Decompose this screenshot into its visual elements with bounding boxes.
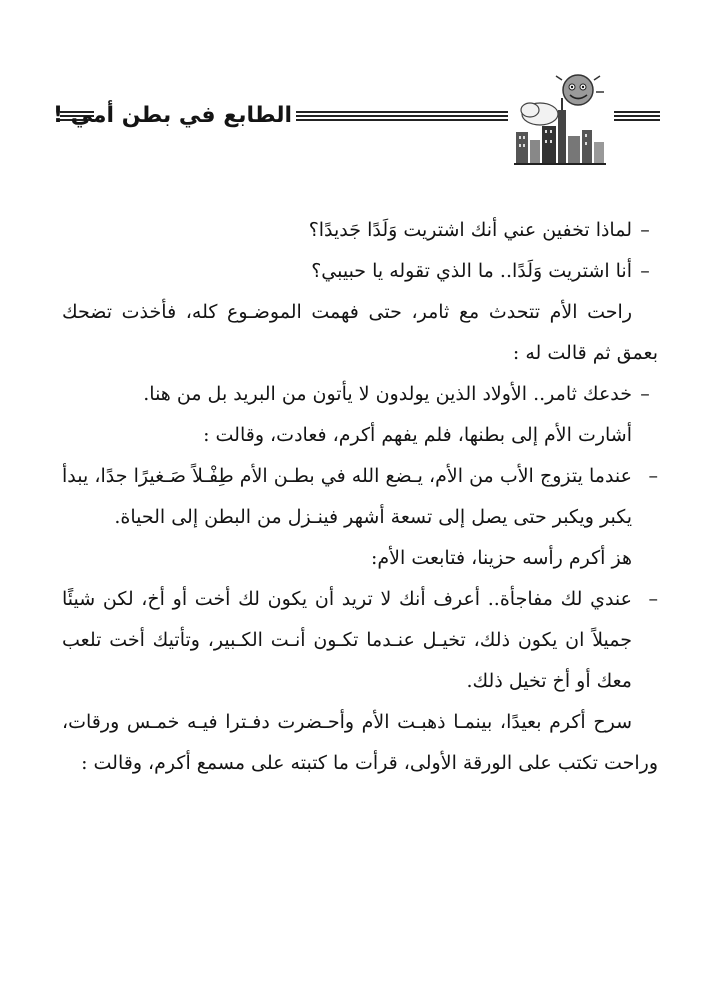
dialogue-line: –لماذا تخفين عني أنك اشتريت وَلَدًا جَديدًا؟	[308, 219, 650, 241]
paragraph-text: عندي لك مفاجأة.. أعرف أنك لا تريد أن يكون لك أخت أو أخ، لكن شيئًا جميلاً ان يكون ذلك، تخيـل عنـدما تكـون أنـت الكـبير، وتأتيك أخت تلعب معك أو أخ تخيل ذلك.	[62, 588, 632, 692]
paragraph-text: عندما يتزوج الأب من الأم، يـضع الله في بطـن الأم طِفْـلاً صَـغيرًا جدًا، يبدأ يكبر ويكبر حتى يصل إلى تسعة أشهر فينـزل من البطن إلى الحياة.	[62, 465, 632, 528]
city-sun-cartoon-icon	[510, 70, 610, 166]
decorative-rule-middle	[296, 111, 508, 121]
narration-paragraph: هز أكرم رأسه حزينا، فتابعت الأم:	[371, 547, 632, 569]
narration-paragraph: راحت الأم تتحدث مع ثامر، حتى فهمت الموضـوع كله، فأخذت تضحك بعمق ثم قالت له :	[62, 301, 658, 364]
page-header	[52, 70, 660, 166]
paragraph-text: لماذا تخفين عني أنك اشتريت وَلَدًا جَديدًا؟	[308, 219, 632, 241]
dialogue-line: –أنا اشتريت وَلَدًا.. ما الذي تقوله يا حبيبي؟	[311, 260, 650, 282]
decorative-rule-right	[614, 111, 660, 121]
dialogue-line: –عندي لك مفاجأة.. أعرف أنك لا تريد أن يكون لك أخت أو أخ، لكن شيئًا جميلاً ان يكون ذلك، تخيـل عنـدما تكـون أنـت الكـبير، وتأتيك أخت تلعب معك أو أخ تخيل ذلك.	[62, 588, 658, 692]
cartoon-logo-icon	[510, 70, 610, 166]
narration-paragraph: سرح أكرم بعيدًا، بينمـا ذهبـت الأم وأحـضرت دفـترا فيـه خمـس ورقات، وراحت تكتب على الورقة الأولى، قرأت ما كتبته على مسمع أكرم، وقالت :	[62, 711, 658, 774]
page-title: الطابع في بطن أمي !	[52, 103, 292, 128]
paragraph-text: أنا اشتريت وَلَدًا.. ما الذي تقوله يا حبيبي؟	[311, 260, 632, 282]
dialogue-line: –خدعك ثامر.. الأولاد الذين يولدون لا يأتون من البريد بل من هنا.	[143, 383, 650, 405]
story-text	[62, 210, 658, 784]
narration-paragraph: أشارت الأم إلى بطنها، فلم يفهم أكرم، فعادت، وقالت :	[203, 424, 632, 446]
dialogue-line: –عندما يتزوج الأب من الأم، يـضع الله في بطـن الأم طِفْـلاً صَـغيرًا جدًا، يبدأ يكبر ويكبر حتى يصل إلى تسعة أشهر فينـزل من البطن إلى الحياة.	[62, 465, 658, 528]
paragraph-text: خدعك ثامر.. الأولاد الذين يولدون لا يأتون من البريد بل من هنا.	[143, 383, 632, 405]
